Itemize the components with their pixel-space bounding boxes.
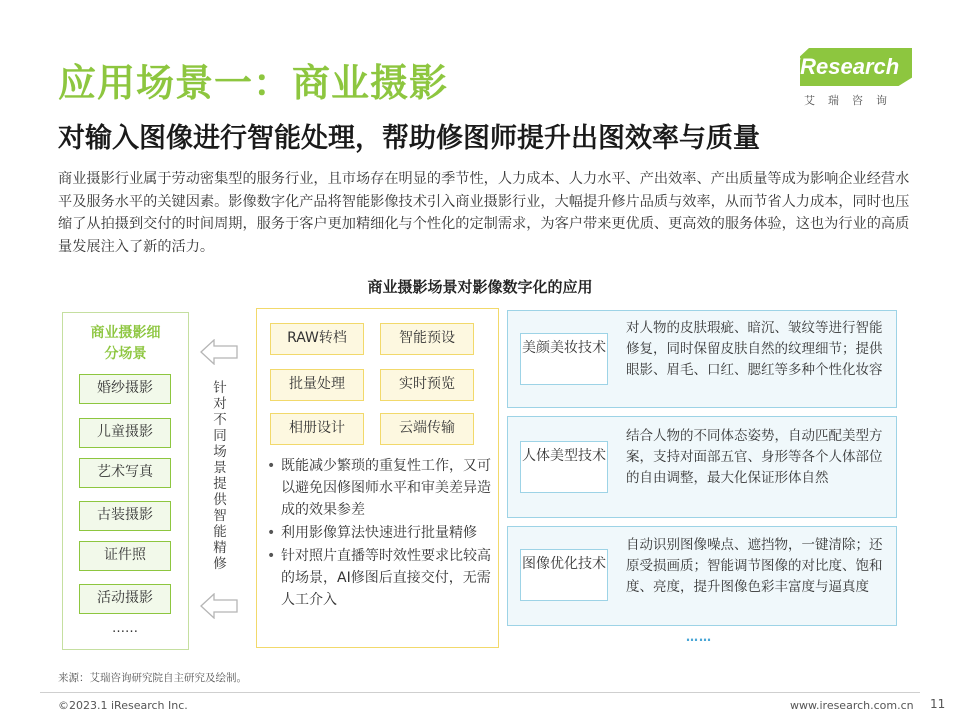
tech-row-beauty xyxy=(507,310,897,408)
feature-item: RAW转档 xyxy=(270,323,364,355)
page-number: 11 xyxy=(930,697,946,711)
scene-more: …… xyxy=(112,621,138,636)
tech-row-body xyxy=(507,416,897,518)
bullet-item: • 针对照片直播等时效性要求比较高的场景，AI修图后直接交付，无需人工介入 xyxy=(267,545,495,611)
source-note: 来源：艾瑞咨询研究院自主研究及绘制。 xyxy=(58,672,247,684)
scene-heading-text: 商业摄影细分场景 xyxy=(90,325,161,362)
feature-panel xyxy=(256,308,499,648)
arrow-left-icon xyxy=(200,339,238,365)
scene-item: 艺术写真 xyxy=(79,458,171,488)
tech-row-image xyxy=(507,526,897,626)
arrow-left-icon xyxy=(200,593,238,619)
tech-more: …… xyxy=(686,630,712,644)
intro-paragraph: 商业摄影行业属于劳动密集型的服务行业，且市场存在明显的季节性，人力成本、人力水平、产出效率、产出质量等成为影响企业经营水平及服务水平的关键因素。影像数字化产品将智能影像技术引入商业摄影行业，大幅提升修片品质与效率，从而节省人力成本，同时也压缩了从拍摄到交付的时间周期，服务于客户更加精细化与个性化的定制需求，为客户带来更优质、更高效的服务体验，这也为行业的高质量发展注入了新的活力。 xyxy=(58,171,910,255)
bullet-item: • 既能减少繁琐的重复性工作，又可以避免因修图师水平和审美差异造成的效果参差 xyxy=(267,455,495,521)
feature-item: 智能预设 xyxy=(380,323,474,355)
tech-desc: 对人物的皮肤瑕疵、暗沉、皱纹等进行智能修复，同时保留皮肤自然的纹理细节；提供眼影、眉毛、口红、腮红等多种个性化妆容 xyxy=(626,320,883,378)
diagram-title: 商业摄影场景对影像数字化的应用 xyxy=(367,278,593,296)
footer-divider xyxy=(40,692,920,693)
feature-item: 批量处理 xyxy=(270,369,364,401)
scene-item: 活动摄影 xyxy=(79,584,171,614)
footer-copyright: ©2023.1 iResearch Inc. xyxy=(58,699,188,712)
feature-item: 云端传输 xyxy=(380,413,474,445)
tech-label: 人体美型技术 xyxy=(520,441,608,493)
scene-item: 儿童摄影 xyxy=(79,418,171,448)
tech-desc: 自动识别图像噪点、遮挡物，一键清除；还原受损画质；智能调节图像的对比度、饱和度、亮度，提升图像色彩丰富度与逼真度 xyxy=(626,537,883,595)
scene-panel xyxy=(62,312,189,650)
tech-label: 图像优化技术 xyxy=(520,549,608,601)
feature-item: 相册设计 xyxy=(270,413,364,445)
scene-item: 证件照 xyxy=(79,541,171,571)
tech-desc: 结合人物的不同体态姿势，自动匹配美型方案，支持对面部五官、身形等各个人体部位的自由调整，最大化保证形体自然 xyxy=(626,428,883,486)
footer-website: www.iresearch.com.cn xyxy=(790,699,914,712)
scene-panel-heading xyxy=(63,323,188,365)
logo-cn-text: 艾瑞咨询 xyxy=(804,94,900,107)
page-title: 应用场景一：商业摄影 xyxy=(58,61,449,105)
feature-bullets xyxy=(267,455,495,612)
page-subtitle: 对输入图像进行智能处理，帮助修图师提升出图效率与质量 xyxy=(58,123,760,154)
bullet-item: • 利用影像算法快速进行批量精修 xyxy=(267,522,495,544)
iresearch-logo xyxy=(790,48,915,108)
scene-item: 古装摄影 xyxy=(79,501,171,531)
logo-brand-text: iResearch xyxy=(794,54,900,79)
feature-item: 实时预览 xyxy=(380,369,474,401)
connector-text: 针对不同场景提供智能精修 xyxy=(213,380,227,572)
scene-item: 婚纱摄影 xyxy=(79,374,171,404)
tech-label: 美颜美妆技术 xyxy=(520,333,608,385)
